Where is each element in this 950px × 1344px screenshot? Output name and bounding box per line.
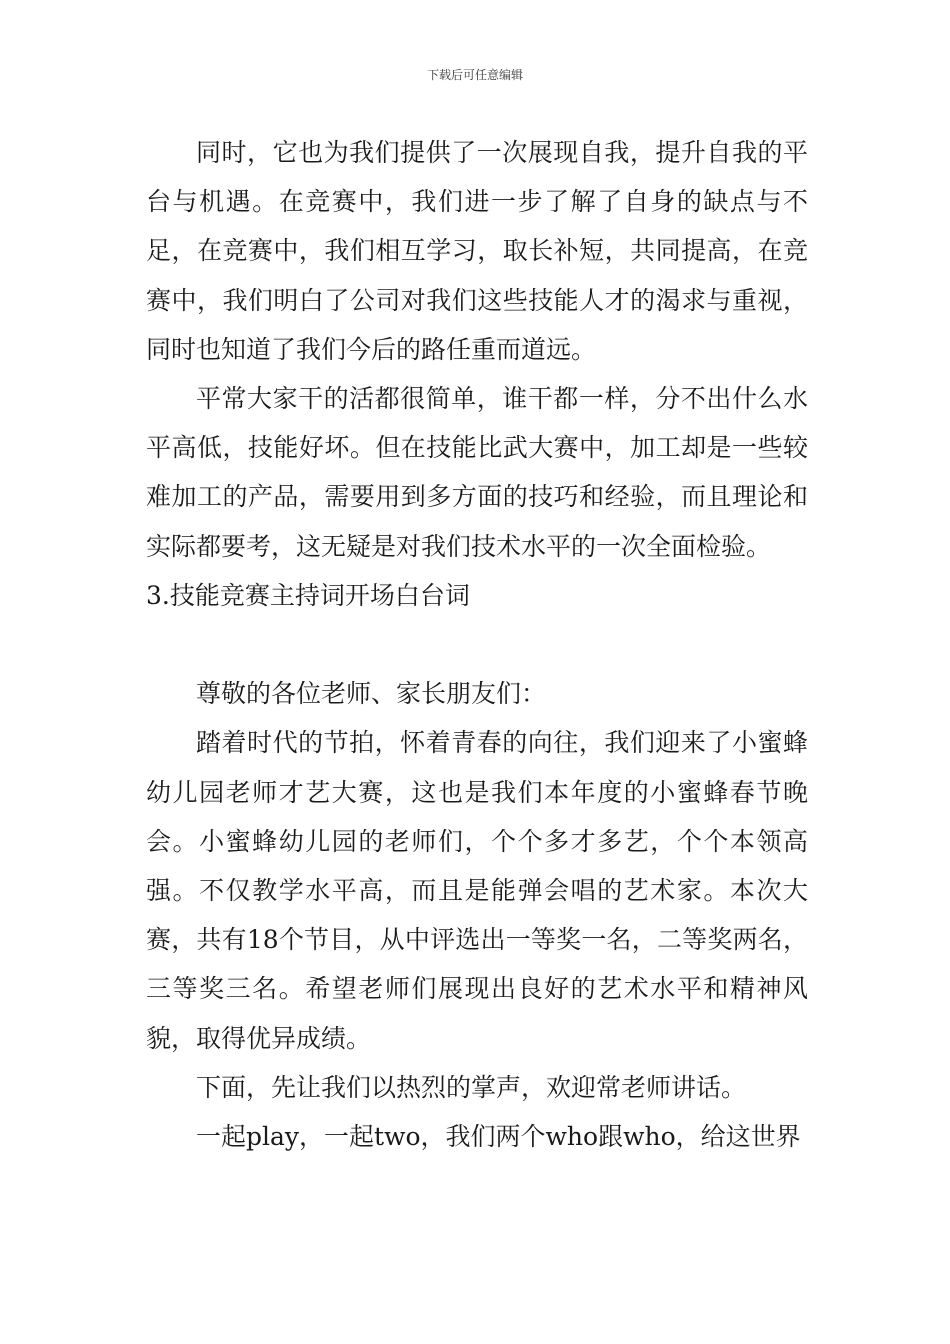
page-header: 下载后可任意编辑 [426,68,523,82]
paragraph-contest-intro: 踏着时代的节拍，怀着青春的向往，我们迎来了小蜜蜂幼儿园老师才艺大赛，这也是我们本年度的小蜜蜂春节晚会。小蜜蜂幼儿园的老师们，个个多才多艺，个个本领高强。不仅教学水平高，而且是能弹会唱的艺术家。本次大赛，共有18个节目，从中评选出一等奖一名，二等奖两名，三等奖三名。希望老师们展现出良好的艺术水平和精神风貌，取得优异成绩。 [146,728,808,1053]
paragraph-skill-test: 平常大家干的活都很简单，谁干都一样，分不出什么水平高低，技能好坏。但在技能比武大赛中，加工却是一些较难加工的产品，需要用到多方面的技巧和经验，而且理论和实际都要考，这无疑是对我们技术水平的一次全面检验。 [146,384,808,561]
document-body [146,128,808,1161]
paragraph-showcase-opportunity: 同时，它也为我们提供了一次展现自我，提升自我的平台与机遇。在竞赛中，我们进一步了解了自身的缺点与不足，在竞赛中，我们相互学习，取长补短，共同提高，在竞赛中，我们明白了公司对我们这些技能人才的渴求与重视，同时也知道了我们今后的路任重而道远。 [146,138,808,364]
blank-line [146,620,808,669]
paragraph-play-together: 一起play，一起two，我们两个who跟who，给这世界 [196,1122,801,1152]
paragraph-greeting: 尊敬的各位老师、家长朋友们： [196,679,547,709]
section-heading: 3.技能竞赛主持词开场白台词 [146,580,470,610]
paragraph-welcome-speech: 下面，先让我们以热烈的掌声，欢迎常老师讲话。 [196,1072,747,1102]
